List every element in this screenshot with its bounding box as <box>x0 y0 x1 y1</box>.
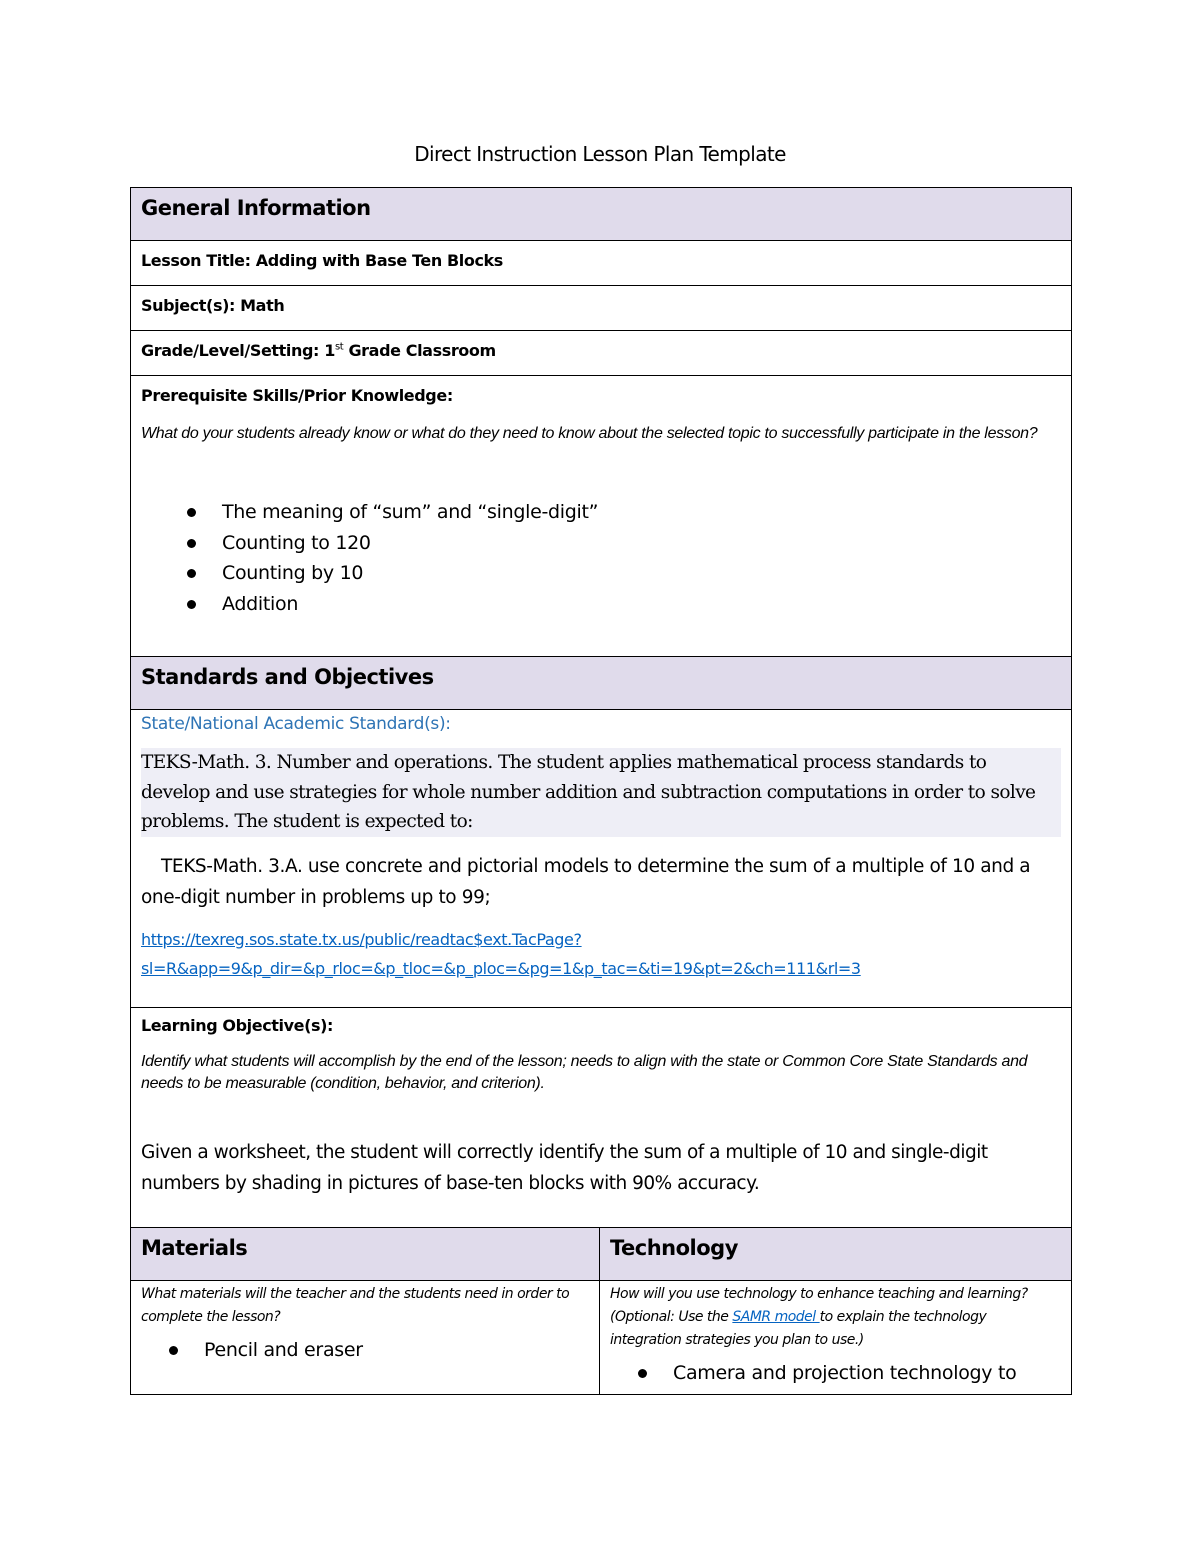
objective-text: Given a worksheet, the student will correctly identify the sum of a multiple of 10 and single-digit numbers by shading in pictures of base-ten blocks with 90% accuracy. <box>141 1142 988 1194</box>
technology-hint <box>610 1283 1061 1352</box>
section-heading: Technology <box>610 1236 738 1260</box>
prerequisite-list <box>141 497 1061 619</box>
teks-standard-text: TEKS-Math. 3. Number and operations. The student applies mathematical process standards to develop and use strategies for whole number addition and subtraction computations in order to solve problems. The student is expected to: <box>141 748 1061 837</box>
learning-objectives-cell <box>131 1008 1071 1228</box>
objective-label: Learning Objective(s): <box>141 1016 334 1035</box>
academic-standards-cell <box>131 710 1071 1008</box>
list-item: Counting to 120 <box>181 528 1061 559</box>
grade-value: Grade Classroom <box>343 341 496 360</box>
materials-list <box>141 1335 589 1366</box>
prerequisite-hint: What do your students already know or what do they need to know about the selected topic to successfully participate in the lesson? <box>141 425 1038 442</box>
prerequisite-skills-cell <box>131 376 1071 657</box>
subjects-field: Subject(s): Math <box>131 286 1071 331</box>
teks-sub-standard: TEKS-Math. 3.A. use concrete and pictorial models to determine the sum of a multiple of 10 and a one-digit number in problems up to 99; <box>141 855 1031 908</box>
document-title: Direct Instruction Lesson Plan Template <box>414 142 786 166</box>
list-item: Counting by 10 <box>181 558 1061 589</box>
materials-cell <box>131 1281 600 1394</box>
grade-label: Grade/Level/Setting: 1 <box>141 341 335 360</box>
prerequisite-label: Prerequisite Skills/Prior Knowledge: <box>141 386 453 405</box>
general-information-header <box>131 188 1071 241</box>
objective-hint: Identify what students will accomplish by the end of the lesson; needs to align with the state or Common Core State Standards and needs to be measurable (condition, behavior, and criterion). <box>141 1053 1028 1092</box>
samr-model-link[interactable]: SAMR model <box>732 1309 820 1325</box>
section-heading: General Information <box>141 196 371 220</box>
standards-label: State/National Academic Standard(s): <box>141 714 451 734</box>
list-item: Camera and projection technology to <box>632 1358 1061 1389</box>
technology-hint-text: How will you use technology to enhance teaching and learning? (Optional: Use the <box>610 1286 1028 1325</box>
standards-objectives-header <box>131 657 1071 710</box>
materials-technology-body-row <box>131 1281 1071 1395</box>
technology-header <box>600 1228 1071 1280</box>
section-heading: Standards and Objectives <box>141 665 434 689</box>
standards-link-line-2[interactable]: sl=R&app=9&p_dir=&p_rloc=&p_tloc=&p_ploc=&pg=1&p_tac=&ti=19&pt=2&ch=111&rl=3 <box>141 958 861 978</box>
technology-hint-text-end: to explain the technology integration strategies you plan to use.) <box>610 1309 987 1348</box>
section-heading: Materials <box>141 1236 248 1260</box>
grade-ordinal: st <box>334 341 344 353</box>
list-item: Addition <box>181 589 1061 620</box>
materials-header <box>131 1228 600 1280</box>
lesson-title-field: Lesson Title: Adding with Base Ten Blocks <box>131 241 1071 286</box>
lesson-plan-table <box>130 187 1072 1395</box>
list-item: Pencil and eraser <box>163 1335 589 1366</box>
technology-list <box>610 1358 1061 1389</box>
materials-hint: What materials will the teacher and the students need in order to complete the lesson? <box>141 1286 570 1325</box>
technology-cell <box>600 1281 1071 1394</box>
materials-technology-header-row <box>131 1228 1071 1281</box>
standards-link-line-1[interactable]: https://texreg.sos.state.tx.us/public/readtac$ext.TacPage? <box>141 929 582 949</box>
grade-level-field <box>131 331 1071 376</box>
standards-link[interactable] <box>141 925 1061 983</box>
list-item: The meaning of “sum” and “single-digit” <box>181 497 1061 528</box>
